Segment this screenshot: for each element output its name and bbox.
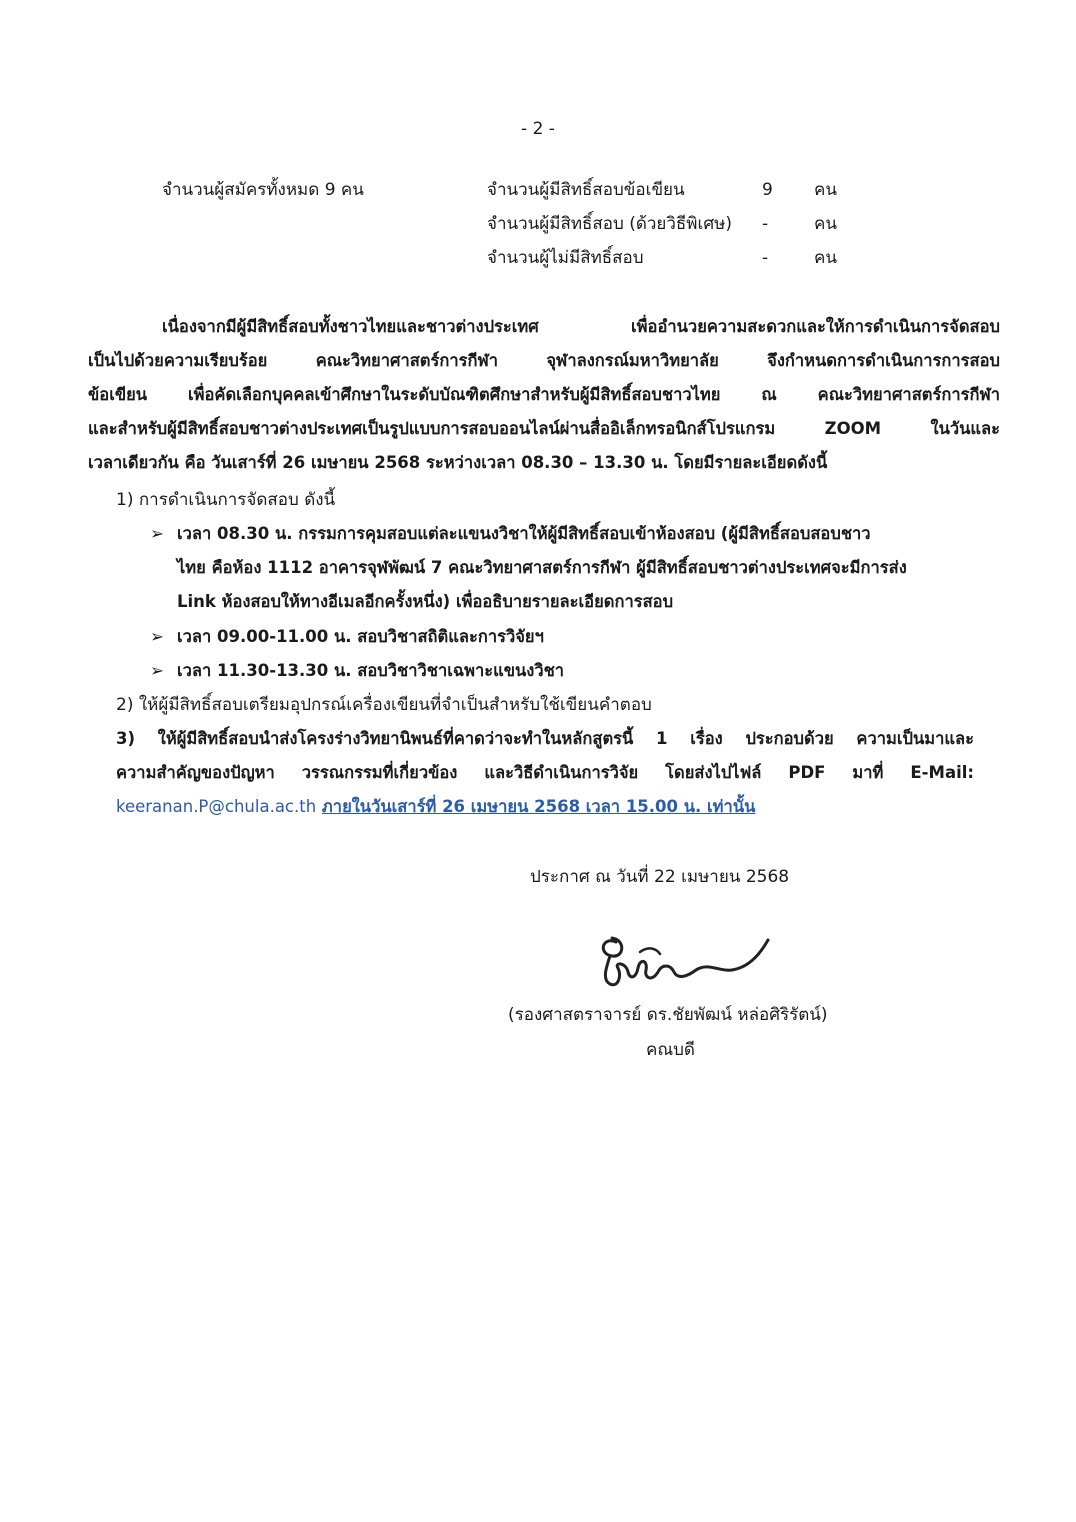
summary-row-unit: คน (814, 248, 837, 268)
summary-row-unit: คน (814, 214, 837, 234)
summary-row-label: จำนวนผู้มีสิทธิ์สอบข้อเขียน (487, 180, 685, 200)
deadline-text: ภายในวันเสาร์ที่ 26 เมษายน 2568 เวลา 15.00 น. เท่านั้น (321, 797, 756, 816)
intro-line: ข้อเขียน เพื่อคัดเลือกบุคคลเข้าศึกษาในระดับบัณฑิตศึกษาสำหรับผู้มีสิทธิ์สอบชาวไทย ณ คณะวิทยาศาสตร์การกีฬา (88, 385, 1000, 404)
summary-row-unit: คน (814, 180, 837, 200)
announcement-date: ประกาศ ณ วันที่ 22 เมษายน 2568 (530, 867, 790, 887)
signer-name: (รองศาสตราจารย์ ดร.ชัยพัฒน์ หล่อศิริรัตน์) (508, 1005, 828, 1025)
intro-paragraph (88, 310, 1000, 480)
summary-row-value: - (762, 248, 769, 268)
item-3-line: ความสำคัญของปัญหา วรรณกรรมที่เกี่ยวข้อง และวิธีดำเนินการวิจัย โดยส่งไปไฟล์ PDF มาที่ E-Mail: (116, 763, 974, 782)
intro-line: เวลาเดียวกัน คือ วันเสาร์ที่ 26 เมษายน 2568 ระหว่างเวลา 08.30 – 13.30 น. โดยมีรายละเอียดดังนี้ (88, 453, 828, 472)
intro-line: และสำหรับผู้มีสิทธิ์สอบชาวต่างประเทศเป็นรูปแบบการสอบออนไลน์ผ่านสื่ออิเล็กทรอนิกส์โปรแกรม ZOOM ในวันและ (88, 419, 1000, 438)
intro-line: เนื่องจากมีผู้มีสิทธิ์สอบทั้งชาวไทยและชาวต่างประเทศ เพื่ออำนวยความสะดวกและให้การดำเนินการจัดสอบ (162, 317, 1000, 336)
item-3-line: 3) ให้ผู้มีสิทธิ์สอบนำส่งโครงร่างวิทยานิพนธ์ที่คาดว่าจะทำในหลักสูตรนี้ 1 เรื่อง ประกอบด้วย ความเป็นมาและ (116, 729, 974, 748)
arrow-bullet-icon: ➢ (150, 627, 164, 646)
item-3-paragraph (116, 722, 974, 824)
bullet-line: ไทย คือห้อง 1112 อาคารจุฬพัฒน์ 7 คณะวิทยาศาสตร์การกีฬา ผู้มีสิทธิ์สอบชาวต่างประเทศจะมีการส่ง (177, 558, 907, 577)
bullet-item (147, 654, 1007, 688)
item-1-title: 1) การดำเนินการจัดสอบ ดังนี้ (116, 490, 336, 510)
summary-row-label: จำนวนผู้ไม่มีสิทธิ์สอบ (487, 248, 644, 268)
intro-line: เป็นไปด้วยความเรียบร้อย คณะวิทยาศาสตร์การกีฬา จุฬาลงกรณ์มหาวิทยาลัย จึงกำหนดการดำเนินการการสอบ (88, 351, 1000, 370)
bullet-item (147, 620, 1007, 654)
page-number: - 2 - (521, 119, 555, 139)
arrow-bullet-icon: ➢ (150, 661, 164, 680)
email-link[interactable]: keeranan.P@chula.ac.th (116, 797, 317, 816)
bullet-line: เวลา 09.00-11.00 น. สอบวิชาสถิติและการวิจัยฯ (177, 627, 544, 646)
item-2-text: 2) ให้ผู้มีสิทธิ์สอบเตรียมอุปกรณ์เครื่องเขียนที่จำเป็นสำหรับใช้เขียนคำตอบ (116, 695, 652, 715)
summary-row-label: จำนวนผู้มีสิทธิ์สอบ (ด้วยวิธีพิเศษ) (487, 214, 732, 234)
arrow-bullet-icon: ➢ (150, 524, 164, 543)
bullet-line: เวลา 11.30-13.30 น. สอบวิชาวิชาเฉพาะแขนงวิชา (177, 661, 565, 680)
total-applicants: จำนวนผู้สมัครทั้งหมด 9 คน (162, 180, 364, 200)
signer-title: คณบดี (646, 1040, 695, 1060)
summary-row-value: 9 (762, 180, 773, 200)
summary-row-value: - (762, 214, 769, 234)
bullet-line: เวลา 08.30 น. กรรมการคุมสอบแต่ละแขนงวิชาให้ผู้มีสิทธิ์สอบเข้าห้องสอบ (ผู้มีสิทธิ์สอบสอบชาว (177, 524, 871, 543)
bullet-item (147, 517, 1007, 619)
signature-image (596, 928, 776, 990)
bullet-line: Link ห้องสอบให้ทางอีเมลอีกครั้งหนึ่ง) เพื่ออธิบายรายละเอียดการสอบ (177, 592, 674, 611)
